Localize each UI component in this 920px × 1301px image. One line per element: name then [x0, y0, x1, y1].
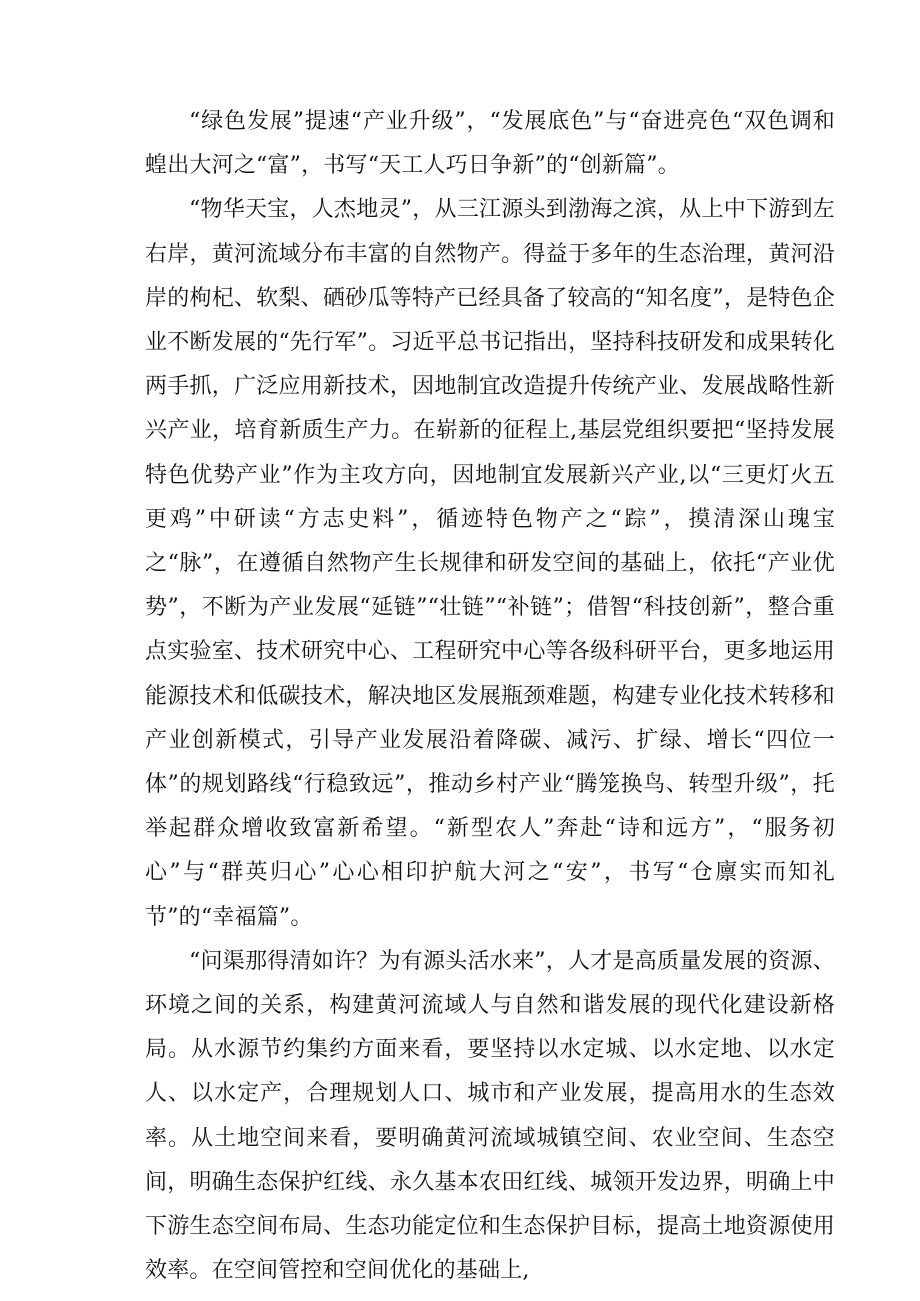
paragraph-green-development: “绿色发展”提速“产业升级”，“发展底色”与“奋进亮色“双色调和蝗出大河之“富”，书写“天工人巧日争新”的“创新篇”。: [145, 109, 835, 179]
document-body: [145, 100, 835, 1293]
paragraph-talent-and-resources: “问渠那得清如许？为有源头活水来”，人才是高质量发展的资源、环境之间的关系，构建黄河流域人与自然和谐发展的现代化建设新格局。从水源节约集约方面来看，要坚持以水定城、以水定地、以水定人、以水定产，合理规划人口、城市和产业发展，提高用水的生态效率。从土地空间来看，要明确黄河流域城镇空间、农业空间、生态空间，明确生态保护红线、永久基本农田红线、城领开发边界，明确上中下游生态空间布局、生态功能定位和生态保护目标，提高土地资源使用效率。在空间管控和空间优化的基础上,: [145, 948, 835, 1284]
paragraph-natural-products: “物华天宝，人杰地灵”，从三江源头到渤海之滨，从上中下游到左右岸，黄河流域分布丰富的自然物产。得益于多年的生态治理，黄河沿岸的枸杞、软梨、硒砂瓜等特产已经具备了较高的“知名度”，是特色企业不断发展的“先行军”。习近平总书记指出，坚持科技研发和成果转化两手抓，广泛应用新技术，因地制宜改造提升传统产业、发展战略性新兴产业，培育新质生产力。在崭新的征程上,基层党组织要把“坚持发展特色优势产业”作为主攻方向，因地制宜发展新兴产业,以“三更灯火五更鸡”中研读“方志史料”，循迹特色物产之“踪”，摸清深山瑰宝之“脉”，在遵循自然物产生长规律和研发空间的基础上，依托“产业优势”，不断为产业发展“延链”“壮链”“补链”；借智“科技创新”，整合重点实验室、技术研究中心、工程研究中心等各级科研平台，更多地运用能源技术和低碳技术，解决地区发展瓶颈难题，构建专业化技术转移和产业创新模式，引导产业发展沿着降碳、减污、扩绿、增长“四位一体”的规划路线“行稳致远”，推动乡村产业“腾笼换鸟、转型升级”，托举起群众增收致富新希望。“新型农人”奔赴“诗和远方”，“服务初心”与“群英归心”心心相印护航大河之“安”，书写“仓廪实而知礼节”的“幸福篇”。: [145, 197, 835, 930]
